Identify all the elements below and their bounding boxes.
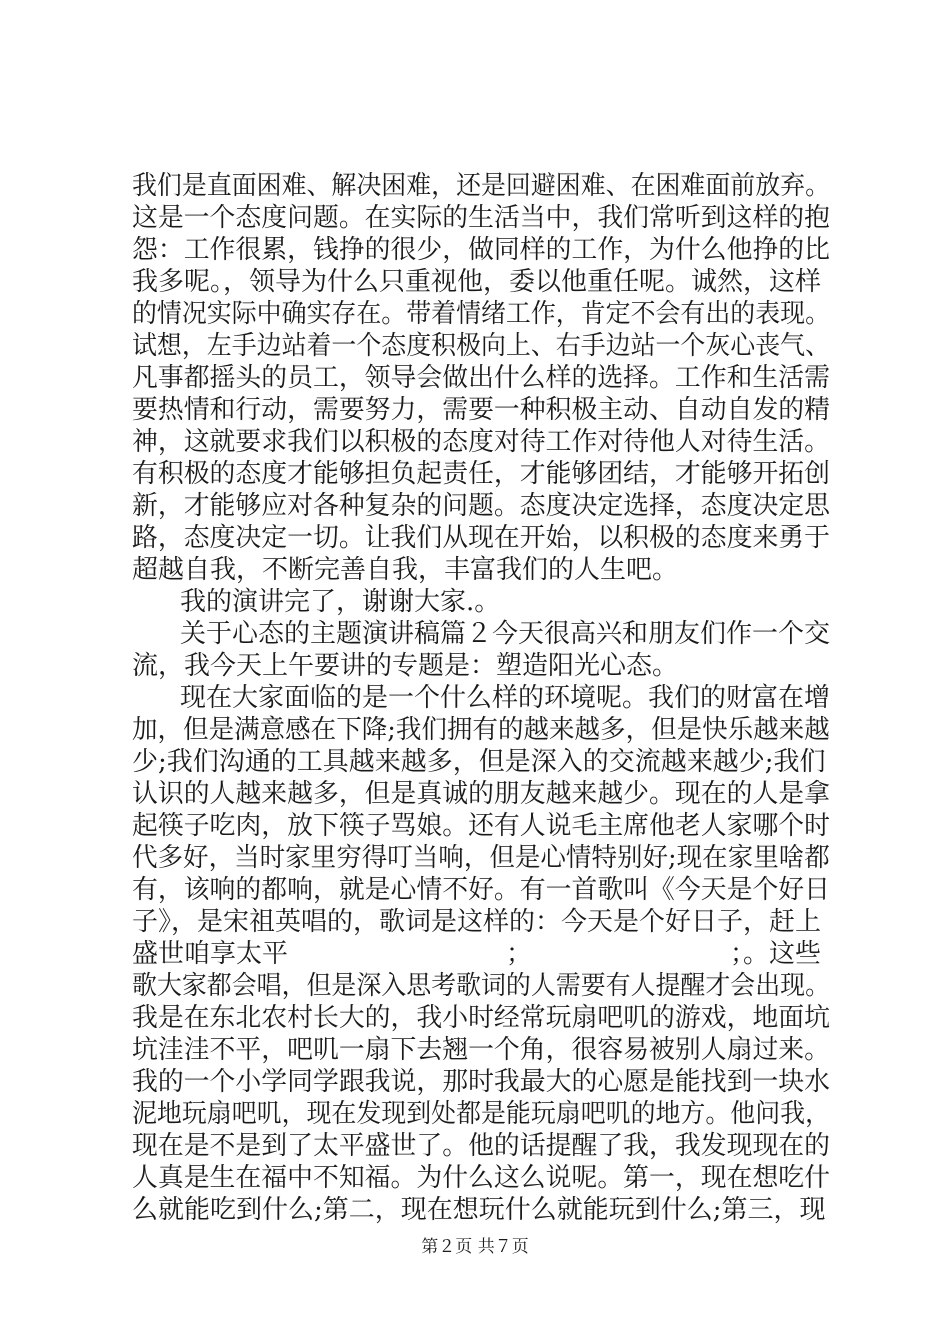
text-line: 我多呢。，领导为什么只重视他，委以他重任呢。诚然，这样 (132, 267, 822, 297)
text-line: 这是一个态度问题。在实际的生活当中，我们常听到这样的抱 (132, 203, 831, 233)
text-line: 坑洼洼不平，吧叽一扇下去翘一个角，很容易被别人扇过来。 (132, 1035, 831, 1065)
text-line: 流，我今天上午要讲的专题是：塑造阳光心态。 (132, 651, 679, 681)
text-line: 现在是不是到了太平盛世了。他的话提醒了我，我发现现在的 (132, 1131, 831, 1161)
text-line: 子》，是宋祖英唱的，歌词是这样的：今天是个好日子，赶上 (132, 907, 822, 937)
text-line: 要热情和行动，需要努力，需要一种积极主动、自动自发的精 (132, 395, 831, 425)
text-line: 起筷子吃肉，放下筷子骂娘。还有人说毛主席他老人家哪个时 (132, 811, 831, 841)
text-line: 试想，左手边站着一个态度积极向上、右手边站一个灰心丧气、 (132, 331, 831, 361)
text-line: 神，这就要求我们以积极的态度对待工作对待他人对待生活。 (132, 427, 831, 457)
text-line: 超越自我，不断完善自我，丰富我们的人生吧。 (132, 555, 679, 585)
text-line: 关于心态的主题演讲稿篇２今天很高兴和朋友们作一个交 (180, 619, 831, 649)
text-line-segment: 盛世咱享太平 (132, 939, 289, 969)
text-line: 我的一个小学同学跟我说，那时我最大的心愿是能找到一块水 (132, 1067, 831, 1097)
text-line: 歌大家都会唱，但是深入思考歌词的人需要有人提醒才会出现。 (132, 971, 831, 1001)
text-line: 认识的人越来越多，但是真诚的朋友越来越少。现在的人是拿 (132, 779, 831, 809)
text-line: 凡事都摇头的员工，领导会做出什么样的选择。工作和生活需 (132, 363, 831, 393)
text-line: 有积极的态度才能够担负起责任，才能够团结，才能够开拓创 (132, 459, 831, 489)
text-line: 我们是直面困难、解决困难，还是回避困难、在困难面前放弃。 (132, 171, 831, 201)
text-line-segment: ；。这些 (730, 939, 822, 969)
text-line: 的情况实际中确实存在。带着情绪工作，肯定不会有出的表现。 (132, 299, 831, 329)
text-line: 新，才能够应对各种复杂的问题。态度决定选择，态度决定思 (132, 491, 831, 521)
text-line: 怨：工作很累，钱挣的很少，做同样的工作，为什么他挣的比 (132, 235, 831, 265)
page-number-footer: 第２页 共７页 (421, 1237, 529, 1257)
text-line: 少;我们沟通的工具越来越多，但是深入的交流越来越少;我们 (132, 747, 826, 777)
text-line: 代多好，当时家里穷得叮当响，但是心情特别好;现在家里啥都 (132, 843, 830, 873)
text-line: 现在大家面临的是一个什么样的环境呢。我们的财富在增 (180, 683, 831, 713)
text-line: 么就能吃到什么;第二，现在想玩什么就能玩到什么;第三，现 (132, 1195, 826, 1225)
text-line: 加，但是满意感在下降;我们拥有的越来越多，但是快乐越来越 (132, 715, 830, 745)
text-line: 路，态度决定一切。让我们从现在开始，以积极的态度来勇于 (132, 523, 831, 553)
text-line: 我的演讲完了，谢谢大家.。 (180, 587, 501, 617)
text-line: 泥地玩扇吧叽，现在发现到处都是能玩扇吧叽的地方。他问我， (132, 1099, 831, 1129)
text-line: 人真是生在福中不知福。为什么这么说呢。第一，现在想吃什 (132, 1163, 831, 1193)
text-line: 有，该响的都响，就是心情不好。有一首歌叫《今天是个好日 (132, 875, 831, 905)
text-line-segment: ； (506, 939, 533, 969)
text-line: 我是在东北农村长大的，我小时经常玩扇吧叽的游戏，地面坑 (132, 1003, 831, 1033)
